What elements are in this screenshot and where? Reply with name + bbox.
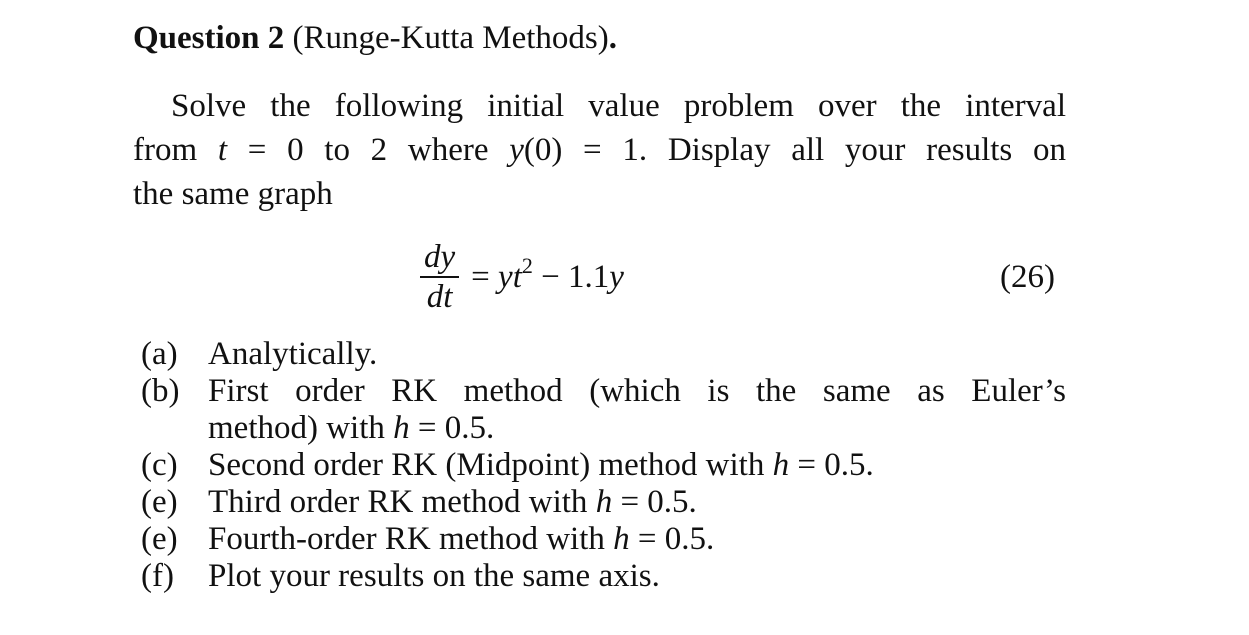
- problem-text-line-1-content: Solve the following initial value problem over the interval: [171, 88, 1066, 124]
- list-item: [133, 373, 1066, 447]
- list-item-text: Fourth-order RK method with: [208, 521, 614, 557]
- math-var-t: t: [217, 132, 228, 168]
- problem-text-line-3-content: the same graph: [133, 176, 333, 212]
- problem-text-line-1: [133, 84, 1066, 128]
- rhs-exponent: 2: [521, 253, 533, 278]
- math-var-h: h: [595, 484, 613, 520]
- list-item-text-part: = 0.5.: [789, 447, 874, 483]
- list-item-text-part: = 0.5.: [629, 521, 715, 557]
- list-item: [133, 447, 1066, 484]
- question-number: 2: [267, 20, 285, 56]
- question-period: .: [608, 20, 617, 56]
- list-item-label: (a): [141, 336, 178, 372]
- math-var-h: h: [613, 521, 630, 557]
- math-var-h: h: [393, 410, 410, 446]
- derivative-fraction: [420, 238, 459, 316]
- list-item: [133, 521, 1066, 558]
- list-item-text-part: = 0.5.: [612, 484, 697, 520]
- rhs-minus-term: − 1.1: [532, 259, 610, 295]
- problem-text-interval: = 0 to 2 where: [227, 132, 510, 168]
- list-item-text-part: method) with: [208, 410, 394, 446]
- list-item-label: (b): [141, 373, 180, 409]
- list-item-label: (f): [141, 558, 174, 594]
- task-list: [133, 336, 1066, 595]
- list-item-text-part: = 0.5.: [409, 410, 495, 446]
- rhs-var-y-2: y: [609, 259, 624, 295]
- list-item-label: (c): [141, 447, 178, 483]
- problem-text-from: from: [133, 132, 218, 168]
- list-item-text: Analytically.: [208, 336, 378, 372]
- fraction-numerator: dy: [424, 239, 456, 275]
- rhs-var-t: t: [512, 259, 522, 295]
- list-item-text: Plot your results on the same axis.: [208, 558, 660, 594]
- list-item-text-line-2: [208, 410, 494, 446]
- question-title: (Runge-Kutta Methods): [292, 20, 609, 56]
- problem-text-line-3: [133, 172, 1066, 216]
- question-heading: [133, 18, 617, 58]
- problem-text-line-2: [133, 128, 1066, 172]
- equals-sign: =: [471, 259, 499, 295]
- math-var-y: y: [509, 132, 524, 168]
- rhs-var-y: y: [498, 259, 513, 295]
- list-item-label: (e): [141, 484, 178, 520]
- list-item: [133, 336, 1066, 373]
- math-var-h: h: [772, 447, 790, 483]
- list-item: [133, 558, 1066, 595]
- list-item-text: Third order RK method with: [208, 484, 596, 520]
- equation-number: (26): [1000, 259, 1055, 295]
- ode-equation: [420, 232, 624, 322]
- equation-rhs: [471, 253, 624, 297]
- list-item-text-line-1: First order RK method (which is the same as Euler’s: [208, 373, 1066, 409]
- list-item-label: (e): [141, 521, 178, 557]
- problem-text-initial: (0) = 1. Display all your results on: [523, 132, 1066, 168]
- question-label: Question: [133, 20, 260, 56]
- fraction-denominator: dt: [426, 279, 453, 315]
- list-item: [133, 484, 1066, 521]
- list-item-text: Second order RK (Midpoint) method with: [208, 447, 773, 483]
